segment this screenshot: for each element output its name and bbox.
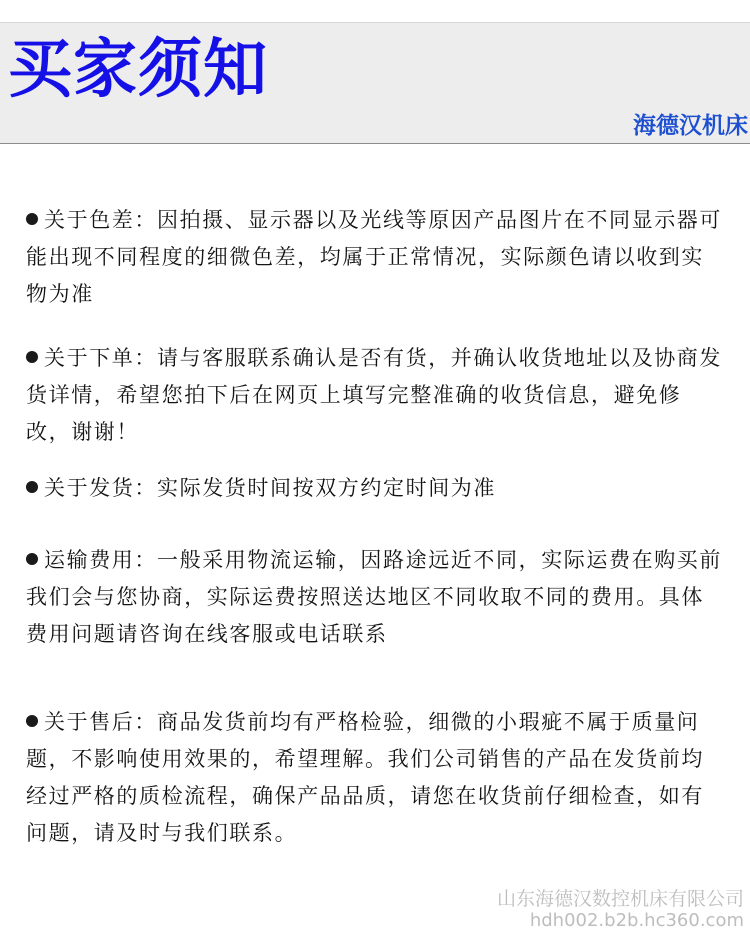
notice-text: 关于发货：实际发货时间按双方约定时间为准 bbox=[44, 476, 496, 500]
notice-text: 关于下单：请与客服联系确认是否有货，并确认收货地址以及协商发货详情，希望您拍下后在网页上填写完整准确的收货信息，避免修改，谢谢！ bbox=[26, 346, 722, 444]
notice-after-sales bbox=[26, 704, 726, 852]
bullet-dot-icon bbox=[26, 213, 38, 225]
bullet-dot-icon bbox=[26, 553, 38, 565]
page-title: 买家须知 bbox=[8, 33, 268, 107]
notice-freight-cost bbox=[26, 542, 726, 653]
notice-color-difference bbox=[26, 202, 726, 313]
footer-url: hdh002.b2b.hc360.com bbox=[529, 910, 744, 931]
notice-text: 关于色差：因拍摄、显示器以及光线等原因产品图片在不同显示器可能出现不同程度的细微色差，均属于正常情况，实际颜色请以收到实物为准 bbox=[26, 208, 722, 306]
bullet-dot-icon bbox=[26, 481, 38, 493]
notice-text: 运输费用：一般采用物流运输，因路途远近不同，实际运费在购买前我们会与您协商，实际运费按照送达地区不同收取不同的费用。具体费用问题请咨询在线客服或电话联系 bbox=[26, 548, 722, 646]
notice-ordering bbox=[26, 340, 726, 451]
footer-company-name: 山东海德汉数控机床有限公司 bbox=[496, 888, 744, 910]
bullet-dot-icon bbox=[26, 715, 38, 727]
company-tag: 海德汉机床 bbox=[633, 113, 748, 139]
notice-shipping bbox=[26, 470, 726, 507]
notice-text: 关于售后：商品发货前均有严格检验，细微的小瑕疵不属于质量问题，不影响使用效果的，希望理解。我们公司销售的产品在发货前均经过严格的质检流程，确保产品品质，请您在收货前仔细检查，如有问题，请及时与我们联系。 bbox=[26, 710, 704, 845]
bullet-dot-icon bbox=[26, 351, 38, 363]
